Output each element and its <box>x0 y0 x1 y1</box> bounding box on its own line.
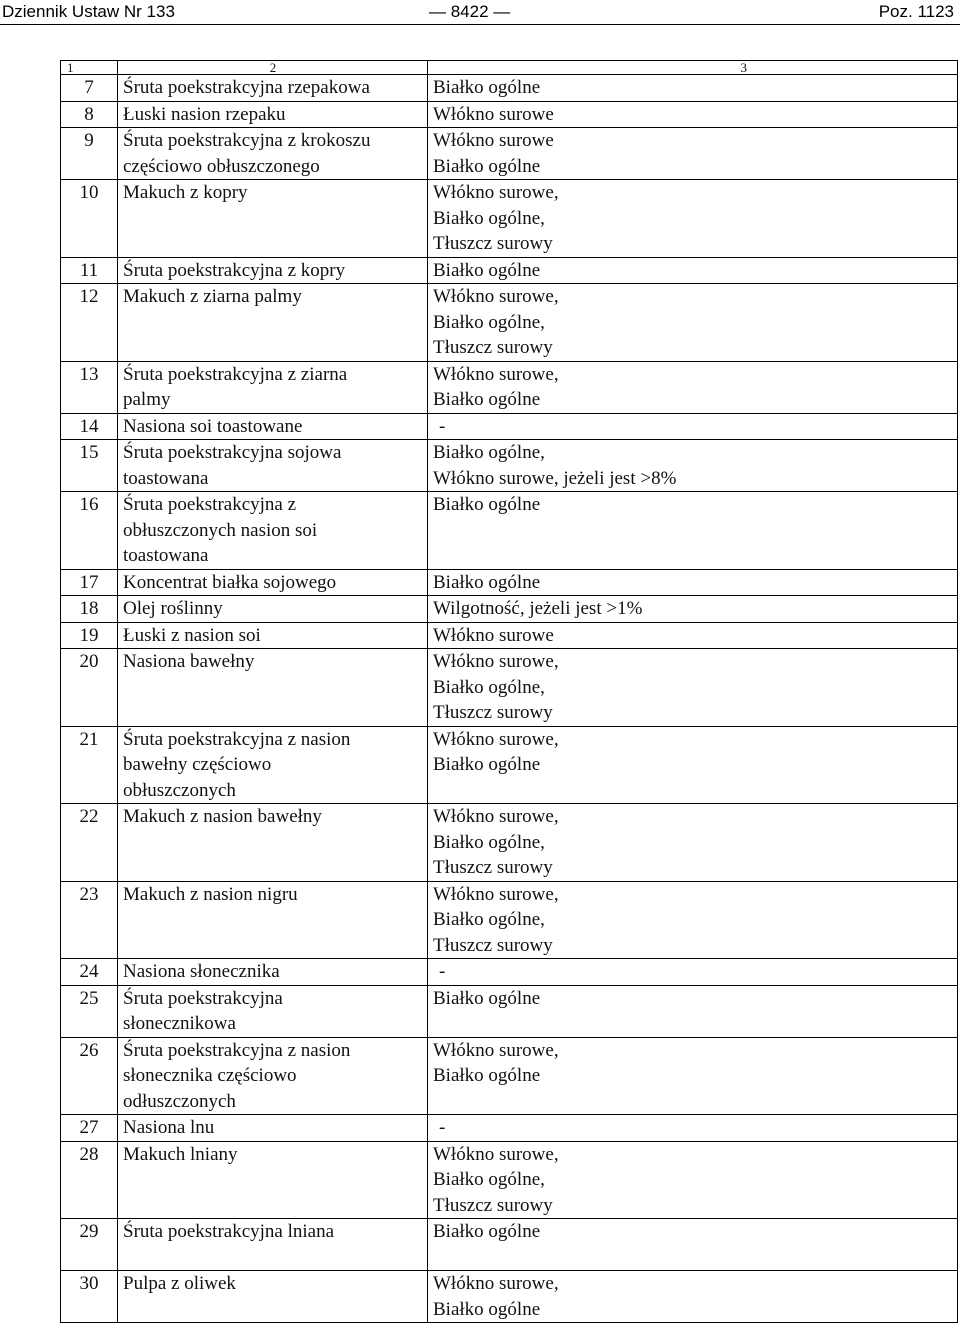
feed-material-name-line: Nasiona bawełny <box>123 651 255 672</box>
feed-material-name-line: obłuszczonych nasion soi <box>123 519 318 541</box>
declared-components <box>428 101 958 128</box>
declared-component-line: Białko ogólne, <box>433 676 545 698</box>
declared-components <box>428 257 958 284</box>
declared-component-line: Włókno surowe, <box>433 1039 559 1061</box>
table-row <box>61 959 958 986</box>
table-row <box>61 101 958 128</box>
declared-component-line: Białko ogólne <box>433 389 541 410</box>
declared-component-line: Białko ogólne <box>433 1221 541 1242</box>
declared-components <box>428 1219 958 1271</box>
feed-material-name <box>118 1115 428 1142</box>
declared-component-line: Tłuszcz surowy <box>433 1194 553 1216</box>
declared-components <box>428 492 958 570</box>
feed-material-name-line: Nasiona soi toastowane <box>123 415 303 437</box>
feed-material-name-line: Śruta poekstrakcyjna z krokoszu <box>123 130 371 151</box>
table-row <box>61 1271 958 1323</box>
column-number-row <box>61 61 958 75</box>
row-number: 16 <box>61 492 118 570</box>
feed-material-name-line: słonecznikowa <box>123 1013 236 1034</box>
table-row <box>61 361 958 413</box>
feed-material-name <box>118 985 428 1037</box>
declared-component-line: Tłuszcz surowy <box>433 337 553 358</box>
feed-components-table <box>60 60 958 1323</box>
row-number: 10 <box>61 180 118 258</box>
declared-component-line: Białko ogólne <box>433 77 541 98</box>
table-row <box>61 1219 958 1271</box>
table-row <box>61 440 958 492</box>
feed-material-name-line: Makuch z nasion nigru <box>123 883 298 905</box>
feed-material-name-line: Śruta poekstrakcyjna rzepakowa <box>123 77 370 98</box>
feed-material-name-line: obłuszczonych <box>123 779 236 801</box>
declared-components <box>428 128 958 180</box>
feed-material-name-line: Śruta poekstrakcyjna lniana <box>123 1221 335 1242</box>
column-number-1: 1 <box>61 61 118 75</box>
feed-material-name <box>118 569 428 596</box>
feed-material-name-line: palmy <box>123 389 171 410</box>
table-row <box>61 257 958 284</box>
feed-material-name <box>118 1037 428 1115</box>
declared-component-line: Białko ogólne <box>433 1065 541 1086</box>
feed-material-name <box>118 959 428 986</box>
feed-material-name-line: Makuch z ziarna palmy <box>123 286 302 307</box>
declared-component-line: Włókno surowe, jeżeli jest >8% <box>433 467 677 489</box>
feed-material-name <box>118 284 428 362</box>
declared-component-line: Białko ogólne, <box>433 311 545 333</box>
feed-material-name <box>118 361 428 413</box>
declared-component-line: Tłuszcz surowy <box>433 857 553 878</box>
feed-material-name <box>118 1271 428 1323</box>
feed-material-name-line: Śruta poekstrakcyjna z nasion <box>123 728 351 750</box>
feed-material-name-line: Pulpa z oliwek <box>123 1273 236 1294</box>
declared-components <box>428 569 958 596</box>
declared-components <box>428 180 958 258</box>
feed-material-name-line: słonecznika częściowo <box>123 1065 297 1086</box>
feed-material-name <box>118 492 428 570</box>
declared-component-line: Białko ogólne, <box>433 1169 545 1190</box>
table-row <box>61 622 958 649</box>
feed-material-name-line: bawełny częściowo <box>123 754 272 775</box>
header-rule <box>0 24 960 25</box>
declared-component-line: Białko ogólne <box>433 155 541 177</box>
feed-material-name <box>118 440 428 492</box>
declared-components <box>428 361 958 413</box>
feed-material-name <box>118 1219 428 1271</box>
row-number: 25 <box>61 985 118 1037</box>
feed-material-name-line: Makuch z nasion bawełny <box>123 806 322 827</box>
feed-material-name-line: Śruta poekstrakcyjna z kopry <box>123 259 346 281</box>
table-row <box>61 1037 958 1115</box>
feed-material-name <box>118 596 428 623</box>
row-number: 8 <box>61 101 118 128</box>
table-row <box>61 569 958 596</box>
column-number-2: 2 <box>118 61 428 75</box>
feed-material-name-line: toastowana <box>123 467 209 489</box>
declared-component-line: Białko ogólne, <box>433 831 545 853</box>
declared-components <box>428 622 958 649</box>
declared-component-line: Włókno surowe, <box>433 728 559 750</box>
row-number: 17 <box>61 569 118 596</box>
row-number: 29 <box>61 1219 118 1271</box>
declared-component-line: Białko ogólne <box>433 494 541 515</box>
journal-title: Dziennik Ustaw Nr 133 <box>2 2 175 21</box>
row-number: 20 <box>61 649 118 727</box>
feed-material-name-line: Makuch z kopry <box>123 182 248 203</box>
row-number: 7 <box>61 75 118 102</box>
feed-material-name-line: Olej roślinny <box>123 598 223 619</box>
declared-components <box>428 1115 958 1142</box>
feed-material-name-line: Makuch lniany <box>123 1143 238 1165</box>
declared-component-line: Włókno surowe, <box>433 651 559 672</box>
declared-component-line: Białko ogólne <box>433 571 541 593</box>
row-number: 19 <box>61 622 118 649</box>
declared-component-line: Włókno surowe, <box>433 883 559 905</box>
row-number: 11 <box>61 257 118 284</box>
declared-components <box>428 1141 958 1219</box>
declared-component-line: Białko ogólne, <box>433 909 545 930</box>
declared-component-line: Białko ogólne, <box>433 442 545 463</box>
declared-component-line: Tłuszcz surowy <box>433 934 553 956</box>
feed-material-name-line: Śruta poekstrakcyjna sojowa <box>123 442 342 463</box>
declared-component-line: Białko ogólne <box>433 754 541 775</box>
feed-material-name-line: Łuski nasion rzepaku <box>123 103 286 125</box>
page-header <box>0 0 960 26</box>
row-number: 21 <box>61 726 118 804</box>
feed-material-name-line: toastowana <box>123 545 209 566</box>
feed-material-name <box>118 75 428 102</box>
feed-material-name-line: Koncentrat białka sojowego <box>123 571 337 593</box>
declared-component-line: Włókno surowe, <box>433 286 559 307</box>
declared-component-line: Włókno surowe <box>433 624 554 646</box>
feed-material-name-line: Łuski z nasion soi <box>123 624 261 646</box>
declared-components <box>428 985 958 1037</box>
row-number: 18 <box>61 596 118 623</box>
feed-material-name <box>118 128 428 180</box>
feed-material-name-line: Śruta poekstrakcyjna z nasion <box>123 1039 351 1061</box>
declared-components <box>428 1271 958 1323</box>
declared-component-line: Włókno surowe <box>433 130 554 151</box>
row-number: 13 <box>61 361 118 413</box>
blank-line <box>433 1245 953 1271</box>
declared-component-line: Białko ogólne <box>433 259 541 281</box>
declared-component-line: - <box>439 1117 446 1138</box>
feed-material-name <box>118 804 428 882</box>
feed-material-name-line: Śruta poekstrakcyjna <box>123 987 283 1009</box>
declared-component-line: Włókno surowe, <box>433 1143 559 1165</box>
feed-material-name-line: Śruta poekstrakcyjna z ziarna <box>123 363 348 385</box>
feed-material-name <box>118 101 428 128</box>
feed-material-name <box>118 1141 428 1219</box>
position-number: Poz. 1123 <box>878 2 954 21</box>
declared-components <box>428 440 958 492</box>
row-number: 12 <box>61 284 118 362</box>
table-row <box>61 1141 958 1219</box>
feed-material-name-line: Śruta poekstrakcyjna z <box>123 494 297 515</box>
declared-components <box>428 1037 958 1115</box>
declared-components <box>428 413 958 440</box>
declared-component-line: Włókno surowe, <box>433 182 559 203</box>
feed-material-name-line: Nasiona słonecznika <box>123 961 280 982</box>
declared-component-line: Tłuszcz surowy <box>433 702 553 723</box>
declared-component-line: - <box>439 961 446 982</box>
declared-component-line: Białko ogólne <box>433 987 541 1009</box>
declared-component-line: Wilgotność, jeżeli jest >1% <box>433 598 643 619</box>
feed-material-name <box>118 622 428 649</box>
declared-components <box>428 649 958 727</box>
table-row <box>61 1115 958 1142</box>
table-row <box>61 726 958 804</box>
feed-material-name-line: Nasiona lnu <box>123 1117 215 1138</box>
table-row <box>61 492 958 570</box>
table-row <box>61 75 958 102</box>
feed-material-name <box>118 881 428 959</box>
table-row <box>61 413 958 440</box>
declared-components <box>428 881 958 959</box>
row-number: 23 <box>61 881 118 959</box>
table-row <box>61 180 958 258</box>
page-number: — 8422 — <box>429 2 511 21</box>
row-number: 22 <box>61 804 118 882</box>
declared-component-line: Włókno surowe, <box>433 363 559 385</box>
table-row <box>61 596 958 623</box>
row-number: 9 <box>61 128 118 180</box>
row-number: 26 <box>61 1037 118 1115</box>
table-body <box>61 61 958 1323</box>
declared-components <box>428 959 958 986</box>
declared-component-line: Białko ogólne, <box>433 207 545 229</box>
row-number: 14 <box>61 413 118 440</box>
feed-material-name <box>118 649 428 727</box>
column-number-3: 3 <box>428 61 958 75</box>
declared-component-line: Włókno surowe, <box>433 806 559 827</box>
row-number: 28 <box>61 1141 118 1219</box>
row-number: 30 <box>61 1271 118 1323</box>
feed-material-name <box>118 180 428 258</box>
row-number: 27 <box>61 1115 118 1142</box>
declared-component-line: Tłuszcz surowy <box>433 233 553 254</box>
row-number: 24 <box>61 959 118 986</box>
table-row <box>61 804 958 882</box>
table-row <box>61 284 958 362</box>
table-row <box>61 985 958 1037</box>
declared-components <box>428 804 958 882</box>
declared-component-line: Włókno surowe, <box>433 1273 559 1294</box>
table-row <box>61 881 958 959</box>
declared-component-line: - <box>439 415 446 437</box>
declared-components <box>428 75 958 102</box>
declared-component-line: Białko ogólne <box>433 1298 541 1320</box>
declared-components <box>428 284 958 362</box>
row-number: 15 <box>61 440 118 492</box>
table-row <box>61 128 958 180</box>
feed-material-name-line: odłuszczonych <box>123 1090 236 1112</box>
declared-components <box>428 726 958 804</box>
feed-material-name <box>118 413 428 440</box>
feed-material-name <box>118 726 428 804</box>
feed-material-name-line: częściowo obłuszczonego <box>123 155 320 177</box>
table-row <box>61 649 958 727</box>
feed-material-name <box>118 257 428 284</box>
declared-component-line: Włókno surowe <box>433 103 554 125</box>
declared-components <box>428 596 958 623</box>
